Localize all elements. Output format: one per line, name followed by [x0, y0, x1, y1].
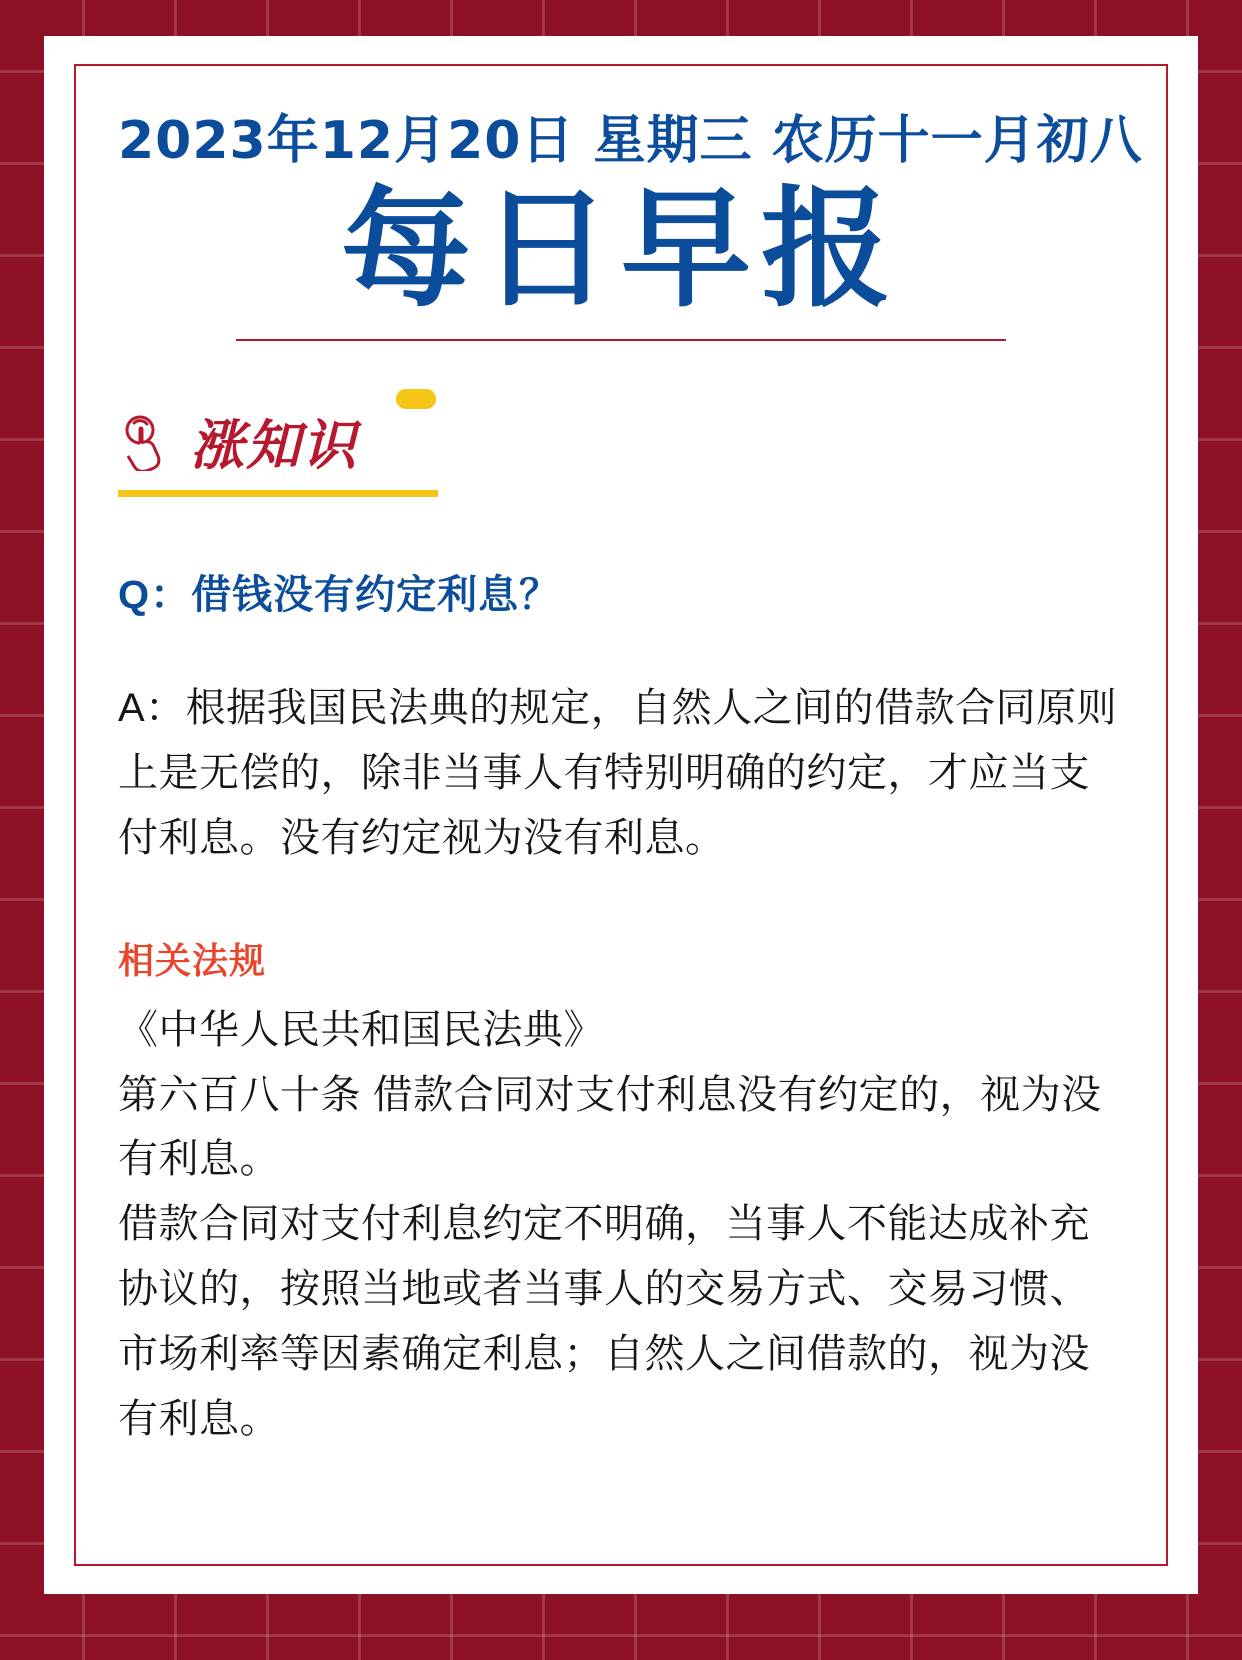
poster-content: [118, 98, 1143, 1554]
law-paragraph: 第六百八十条 借款合同对支付利息没有约定的，视为没有利息。: [118, 1072, 1102, 1182]
poster-card: [44, 36, 1198, 1594]
law-body: [118, 998, 1124, 1452]
law-paragraph: 借款合同对支付利息约定不明确，当事人不能达成补充协议的，按照当地或者当事人的交易方式、交易习惯、市场利率等因素确定利息；自然人之间借款的，视为没有利息。: [118, 1202, 1090, 1441]
page-title: 每日早报: [340, 173, 901, 325]
section-header-row: [118, 403, 438, 497]
tap-hand-icon: [118, 413, 172, 471]
title-divider: [236, 339, 1006, 341]
question-text: Q：借钱没有约定利息？: [118, 573, 561, 618]
answer-text: A：根据我国民法典的规定，自然人之间的借款合同原则上是无偿的，除非当事人有特别明确的约定，才应当支付利息。没有约定视为没有利息。: [118, 686, 1118, 860]
section-header: [118, 403, 438, 497]
law-heading: 相关法规: [118, 939, 267, 981]
law-paragraph: 《中华人民共和国民法典》: [118, 1007, 604, 1052]
section-label: 涨知识: [190, 414, 358, 478]
date-line: 2023年12月20日 星期三 农历十一月初八: [118, 111, 1143, 171]
pill-accent-icon: [396, 389, 436, 409]
